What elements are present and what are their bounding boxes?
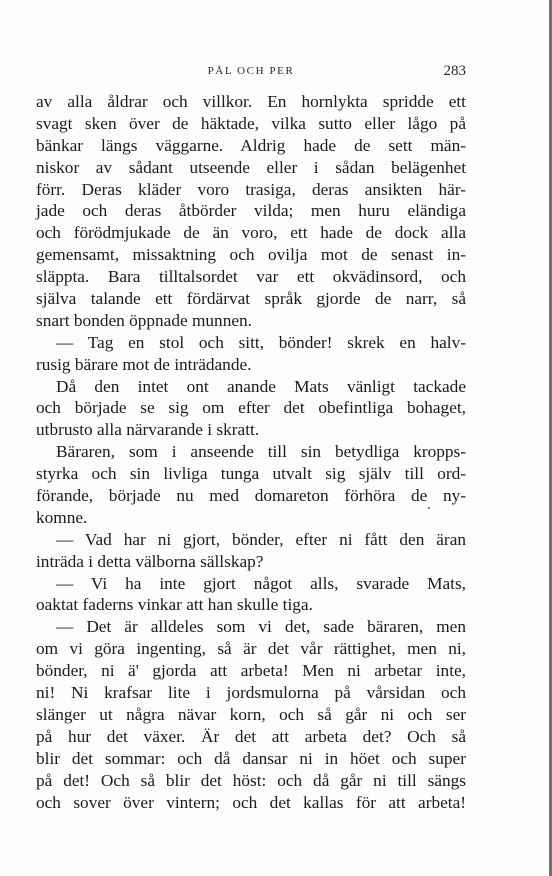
text-line: förr. Deras kläder voro trasiga, deras ansikten här- [36, 179, 466, 199]
text-line: — Tag en stol och sitt, bönder! skrek en halv- [56, 332, 466, 352]
text-line: och började se sig om efter det obefintliga bohaget, [36, 398, 466, 418]
body-text [36, 91, 466, 813]
text-line: av alla åldrar och villkor. En hornlykta spridde ett [36, 92, 466, 111]
text-line: utbrusto alla närvarande i skratt. [36, 420, 260, 440]
text-line: på hur det växer. Är det att arbeta det? Och så [36, 726, 466, 746]
text-line: svagt sken över de häktade, vilka sutto eller lågo på [36, 113, 466, 133]
text-line: om vi göra ingenting, så är det vår rättighet, men ni, [36, 639, 466, 659]
text-line: blir det sommar: och då dansar ni in höet och super [36, 748, 466, 768]
text-line: niskor av sådant utseende eller i sådan belägenhet [36, 157, 466, 177]
print-speck [428, 507, 430, 509]
text-line: — Det är alldeles som vi det, sade bäraren, men [56, 617, 466, 637]
text-line: inträda i detta välborna sällskap? [36, 551, 264, 571]
text-line: släppta. Bara tilltalsordet var ett okvädinsord, och [36, 267, 466, 287]
text-line: och sover över vintern; och det kallas för att arbeta! [36, 792, 466, 812]
text-line: rusig bärare mot de inträdande. [36, 354, 252, 374]
running-title: PÅL OCH PER [207, 65, 295, 77]
text-line: slänger ut några nävar korn, och så går ni och ser [36, 704, 466, 724]
text-line: snart bonden öppnade munnen. [36, 310, 252, 330]
text-line: Bäraren, som i anseende till sin betydliga kropps- [56, 442, 466, 462]
text-line: på det! Och så blir det höst: och då går ni till sängs [36, 770, 466, 790]
text-line: — Vad har ni gjort, bönder, efter ni fått den äran [56, 529, 466, 549]
text-line: — Vi ha inte gjort något alls, svarade Mats, [56, 573, 466, 593]
text-line: bönder, ni ä' gjorda att arbeta! Men ni arbetar inte, [36, 661, 466, 681]
text-line: och förödmjukade de än voro, ett hade de dock alla [36, 223, 466, 243]
text-line: ni! Ni krafsar lite i jordsmulorna på vårsidan och [36, 683, 466, 703]
text-line: förande, började nu med domareton förhöra de ny- [36, 486, 466, 506]
text-line: gemensamt, missaktning och ovilja mot de senast in- [36, 245, 466, 265]
page-number: 283 [443, 63, 466, 79]
text-line: själva talande ett fördärvat språk gjorde de narr, så [36, 289, 466, 309]
text-line: bänkar längs väggarne. Aldrig hade de sett män- [36, 135, 466, 155]
running-header [36, 63, 466, 81]
text-line: jade och deras åtbörder vilda; men huru eländiga [36, 201, 466, 221]
text-line: Då den intet ont anande Mats vänligt tackade [56, 376, 466, 396]
text-line: komne. [36, 507, 88, 527]
text-line: styrka och sin livliga tunga utvalt sig själv till ord- [36, 464, 466, 484]
text-line: oaktat faderns vinkar att han skulle tiga. [36, 595, 313, 615]
